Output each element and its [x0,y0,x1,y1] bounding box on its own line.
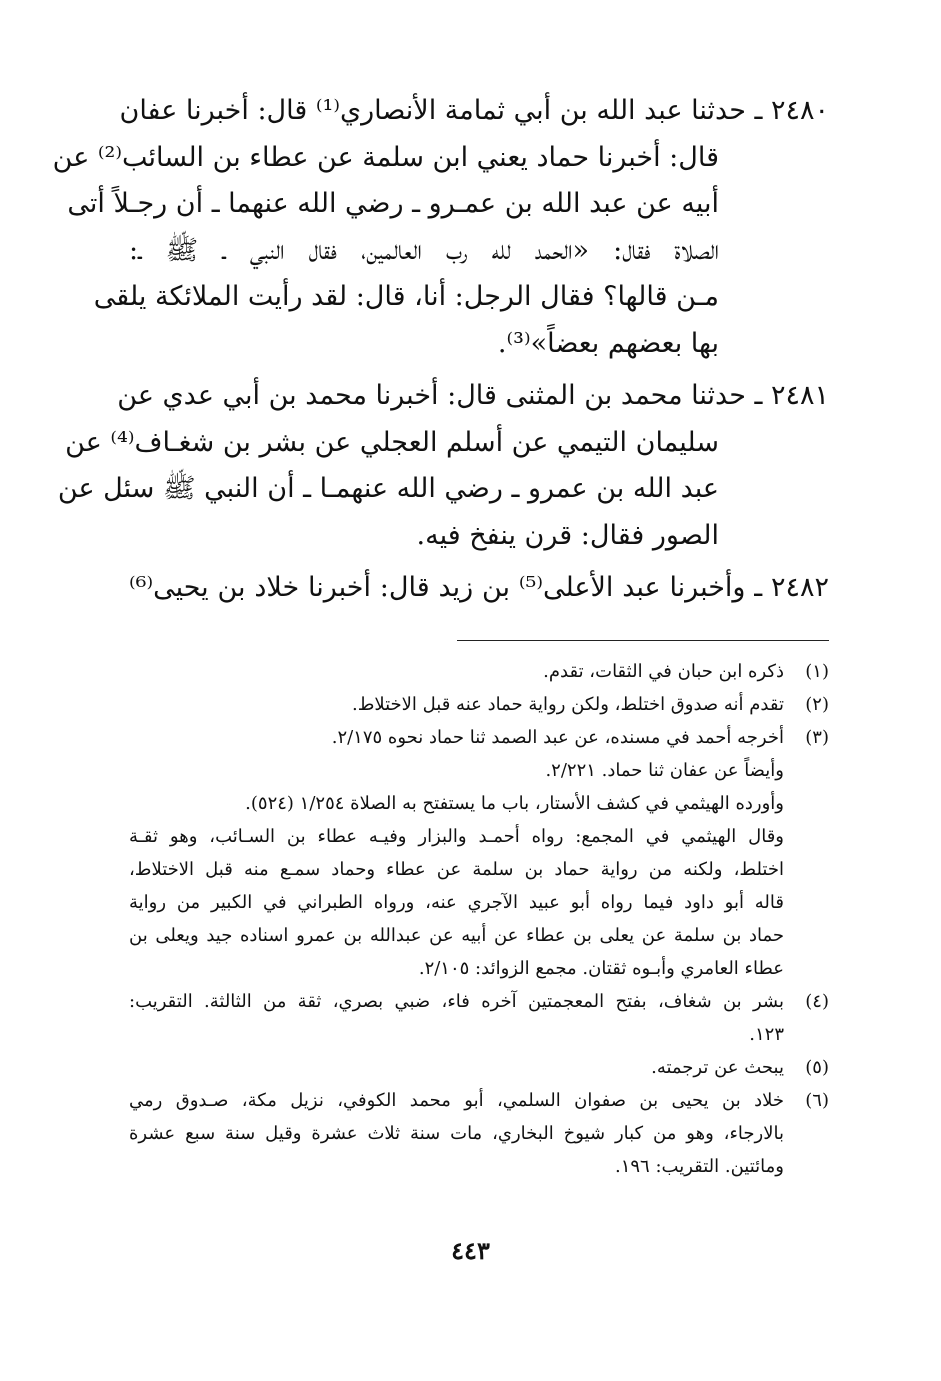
footnote-divider [457,640,829,641]
footnote-3 [129,721,829,985]
footnote-marker: (٦) [805,1089,829,1111]
hadith-line: الصور فقال: قرن ينفخ فيه. [416,519,719,551]
hadith-line: عبد الله بن عمرو ـ رضي الله عنهمـا ـ أن النبي ﷺ سئل عن [57,473,719,504]
hadith-line: بها بعضهم بعضاً»⁽³⁾. [497,327,719,359]
hadith-line: قال: أخبرنا حماد يعني ابن سلمة عن عطاء بن السائب⁽²⁾ عن [52,141,719,173]
footnote-line: تقدم أنه صدوق اختلط، ولكن رواية حماد عنه قبل الاختلاط. [352,693,784,715]
footnote-line: ذكره ابن حبان في الثقات، تقدم. [543,660,784,682]
footnote-line: يبحث عن ترجمته. [651,1056,784,1078]
footnote-line: قاله أبو داود فيما رواه أبو عبيد الآجري عنه، ورواه الطبراني في الكبير من رواية [129,891,784,913]
footnote-line: عطاء العامري وأبـوه ثقتان. مجمع الزوائد: ٢/١٠٥. [418,957,784,979]
footnote-marker: (١) [805,660,829,682]
footnote-line: وأورده الهيثمي في كشف الأستار، باب ما يستفتح به الصلاة ١/٢٥٤ (٥٢٤). [245,792,784,814]
hadith-line: مـن قالها؟ فقال الرجل: أنا، قال: لقد رأيت الملائكة يلقى [93,281,719,312]
footnote-1 [129,655,829,688]
hadith-line: ٢٤٨٠ ـ حدثنا عبد الله بن أبي ثمامة الأنصاري⁽¹⁾ قال: أخبرنا عفان [119,95,829,126]
hadith-line: أبيه عن عبد الله بن عمـرو ـ رضي الله عنهما ـ أن رجـلاً أتى [67,188,719,219]
hadith-2481 [57,373,829,559]
footnote-line: بشر بن شغاف، بفتح المعجمتين آخره فاء، ضبي بصري، ثقة من الثالثة. التقريب: [129,990,784,1012]
footnote-line: بالارجاء، وهو من كبار شيوخ البخاري، مات سنة ثلاث عشرة وقيل سنة سبع عشرة [129,1122,784,1144]
footnotes [129,655,829,1183]
footnote-line: حماد بن سلمة عن يعلى بن عطاء عن أبيه عن عبدالله بن عمرو اسناده جيد ويعلى بن [129,924,784,946]
footnote-4 [129,985,829,1051]
page-number: ٤٤٣ [451,1236,490,1265]
hadith-line: سليمان التيمي عن أسلم العجلي عن بشر بن شغـاف⁽⁴⁾ عن [65,426,719,458]
footnote-line: وأيضاً عن عفان ثنا حماد. ٢/٢٢١. [545,759,784,781]
footnote-line: خلاد بن يحيى بن صفوان السلمي، أبو محمد الكوفي، نزيل مكة، صـدوق رمي [129,1089,784,1111]
hadith-2482 [129,565,829,612]
footnote-marker: (٣) [805,726,829,748]
footnote-5 [129,1051,829,1084]
footnote-line: اختلط، ولكنه من رواية حماد بن سلمة عن عطاء وحماد سمـع منه قبل الاختلاط، [129,858,784,880]
footnote-line: ومائتين. التقريب: ١٩٦. [614,1155,784,1177]
hadith-line: ٢٤٨٢ ـ وأخبرنا عبد الأعلى⁽⁵⁾ بن زيد قال: أخبرنا خلاد بن يحيى⁽⁶⁾ [129,572,829,603]
footnote-line: وقال الهيثمي في المجمع: رواه أحمـد والبزار وفيـه عطاء بن السـائب، وهو ثقـة [129,825,784,847]
hadith-line: ٢٤٨١ ـ حدثنا محمد بن المثنى قال: أخبرنا محمد بن أبي عدي عن [117,380,829,411]
footnote-marker: (٢) [805,693,829,715]
footnote-line: أخرجه أحمد في مسنده، عن عبد الصمد ثنا حماد نحوه ٢/١٧٥. [331,726,784,748]
footnote-line: ١٢٣. [749,1023,784,1045]
footnote-2 [129,688,829,721]
hadith-line: الصلاة فقال: «الحمد لله رب العالمين، فقال النبي ـ ﷺ ـ: [129,234,719,266]
footnote-6 [129,1084,829,1183]
hadith-2480 [52,88,829,367]
footnote-marker: (٤) [805,990,829,1012]
page-body [52,88,829,1183]
footnote-marker: (٥) [805,1056,829,1078]
